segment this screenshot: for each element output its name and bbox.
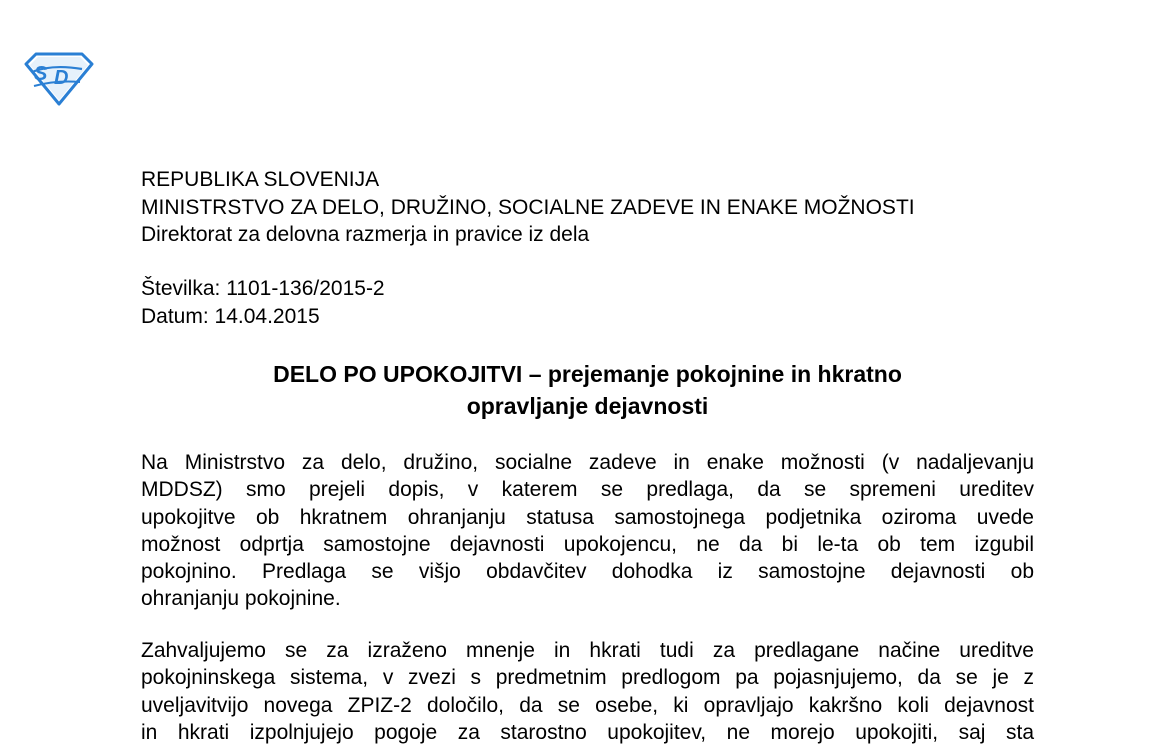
title-line: opravljanje dejavnosti	[466, 393, 709, 419]
body-paragraph	[141, 449, 1034, 613]
paragraph-line: upokojitve ob hkratnem ohranjanju statusa samostojnega podjetnika oziroma uvede	[141, 505, 1034, 529]
body-paragraph	[141, 637, 1034, 746]
document-meta	[141, 275, 385, 331]
document-number: Številka: 1101-136/2015-2	[141, 277, 385, 300]
paragraph-line: Zahvaljujemo se za izraženo mnenje in hkrati tudi za predlagane načine ureditve	[141, 639, 1034, 662]
header-ministry: MINISTRSTVO ZA DELO, DRUŽINO, SOCIALNE ZADEVE IN ENAKE MOŽNOSTI	[141, 195, 915, 219]
header-directorate: Direktorat za delovna razmerja in pravice iz dela	[141, 223, 590, 246]
document-date: Datum: 14.04.2015	[141, 305, 320, 328]
svg-text:S: S	[34, 63, 48, 85]
title-line: DELO PO UPOKOJITVI – prejemanje pokojnine in hkratno	[273, 361, 902, 387]
paragraph-line: ohranjanju pokojnine.	[141, 587, 341, 611]
paragraph-line: MDDSZ) smo prejeli dopis, v katerem se predlaga, da se spremeni ureditev	[141, 478, 1034, 502]
paragraph-line: možnost odprtja samostojne dejavnosti upokojencu, ne da bi le-ta ob tem izgubil	[141, 532, 1034, 556]
sd-logo-icon	[22, 50, 96, 106]
ministry-header	[141, 166, 915, 249]
paragraph-line: pokojninskega sistema, v zvezi s predmetnim predlogom pa pojasnjujemo, da se je z	[141, 666, 1034, 690]
paragraph-line: pokojnino. Predlaga se višjo obdavčitev dohodka iz samostojne dejavnosti ob	[141, 560, 1034, 584]
document-title	[141, 358, 1034, 422]
paragraph-line: Na Ministrstvo za delo, družino, socialne zadeve in enake možnosti (v nadaljevanju	[141, 451, 1034, 474]
svg-text:D: D	[54, 67, 69, 89]
paragraph-line: in hkrati izpolnjujejo pogoje za starostno upokojitev, ne morejo upokojiti, saj sta	[141, 720, 1034, 744]
header-country: REPUBLIKA SLOVENIJA	[141, 168, 380, 191]
paragraph-line: uveljavitvijo novega ZPIZ-2 določilo, da se osebe, ki opravljajo kakršno koli dejavnost	[141, 693, 1034, 717]
